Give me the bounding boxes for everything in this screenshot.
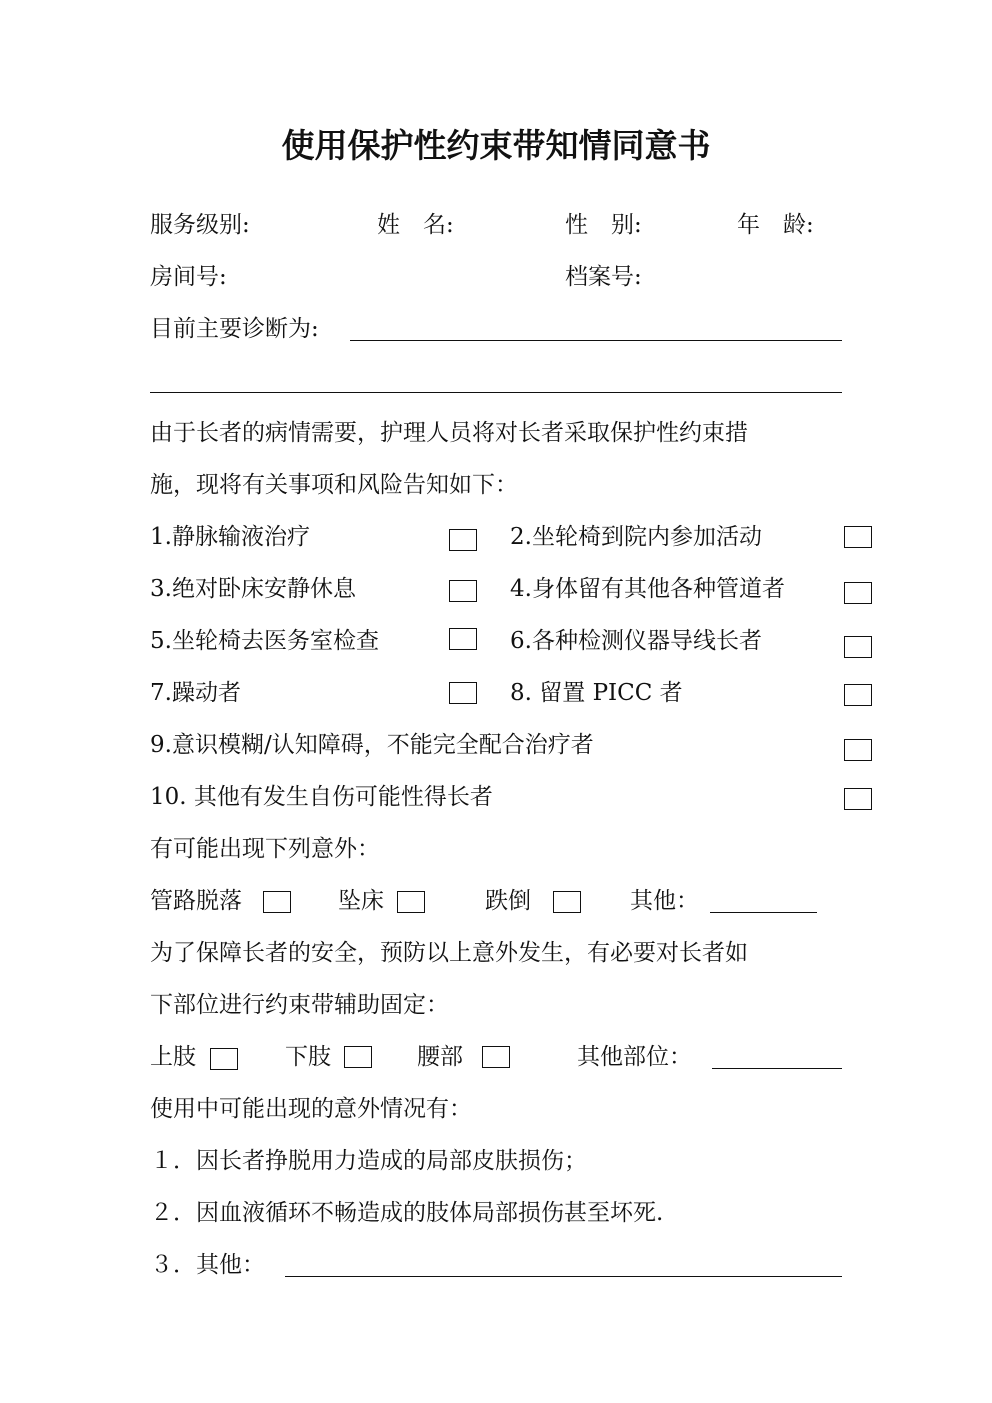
condition-checkbox[interactable] [844,788,872,810]
restraint-line-2: 下部位进行约束带辅助固定： [150,992,449,1018]
condition-item: 10. 其他有发生自伤可能性得长者 [150,784,493,810]
restraint-checkbox[interactable] [210,1048,238,1070]
condition-item: 3.绝对卧床安静休息 [150,576,356,602]
risk-checkbox[interactable] [263,891,291,913]
risks-heading: 有可能出现下列意外： [150,836,380,862]
possible-item-other: ３．其他： [150,1252,265,1278]
condition-checkbox[interactable] [449,529,477,551]
condition-item: 2.坐轮椅到院内参加活动 [510,524,762,550]
possible-other-line[interactable] [285,1276,842,1277]
risk-item: 坠床 [338,888,384,914]
condition-checkbox[interactable] [844,636,872,658]
possible-heading: 使用中可能出现的意外情况有： [150,1096,472,1122]
condition-checkbox[interactable] [844,526,872,548]
risk-checkbox[interactable] [397,891,425,913]
condition-checkbox[interactable] [449,682,477,704]
restraint-part: 上肢 [150,1044,196,1070]
condition-checkbox[interactable] [844,739,872,761]
condition-checkbox[interactable] [449,580,477,602]
condition-item: 6.各种检测仪器导线长者 [510,628,762,654]
restraint-line-1: 为了保障长者的安全，预防以上意外发生，有必要对长者如 [150,940,748,966]
name-label: 姓 名: [377,212,454,238]
restraint-checkbox[interactable] [344,1046,372,1068]
intro-line-1: 由于长者的病情需要，护理人员将对长者采取保护性约束措 [150,420,748,446]
risk-item: 管路脱落 [150,888,242,914]
restraint-other-label: 其他部位： [577,1044,692,1070]
condition-item: 1.静脉输液治疗 [150,524,310,550]
diagnosis-line-2[interactable] [150,392,842,393]
page-title: 使用保护性约束带知情同意书 [281,126,711,165]
condition-item: 9.意识模糊/认知障碍，不能完全配合治疗者 [150,732,594,758]
condition-item: 4.身体留有其他各种管道者 [510,576,785,602]
condition-checkbox[interactable] [449,628,477,650]
condition-item: 8. 留置 PICC 者 [510,680,683,706]
condition-item: 5.坐轮椅去医务室检查 [150,628,379,654]
condition-checkbox[interactable] [844,582,872,604]
risk-checkbox[interactable] [553,891,581,913]
risk-other-line[interactable] [710,912,817,913]
age-label: 年 龄: [737,212,814,238]
possible-item: ２．因血液循环不畅造成的肢体局部损伤甚至坏死. [150,1200,664,1226]
restraint-part: 腰部 [417,1044,463,1070]
gender-label: 性 别: [565,212,642,238]
service-level-label: 服务级别: [150,212,250,238]
diagnosis-label: 目前主要诊断为: [150,316,319,342]
condition-item: 7.躁动者 [150,680,241,706]
file-no-label: 档案号: [565,264,642,290]
intro-line-2: 施，现将有关事项和风险告知如下： [150,472,518,498]
room-label: 房间号: [150,264,227,290]
restraint-checkbox[interactable] [482,1046,510,1068]
restraint-other-line[interactable] [712,1068,842,1069]
restraint-part: 下肢 [285,1044,331,1070]
possible-item: １．因长者挣脱用力造成的局部皮肤损伤； [150,1148,587,1174]
risk-item: 跌倒 [485,888,531,914]
risk-other-label: 其他： [630,888,699,914]
diagnosis-line[interactable] [350,340,842,341]
condition-checkbox[interactable] [844,684,872,706]
